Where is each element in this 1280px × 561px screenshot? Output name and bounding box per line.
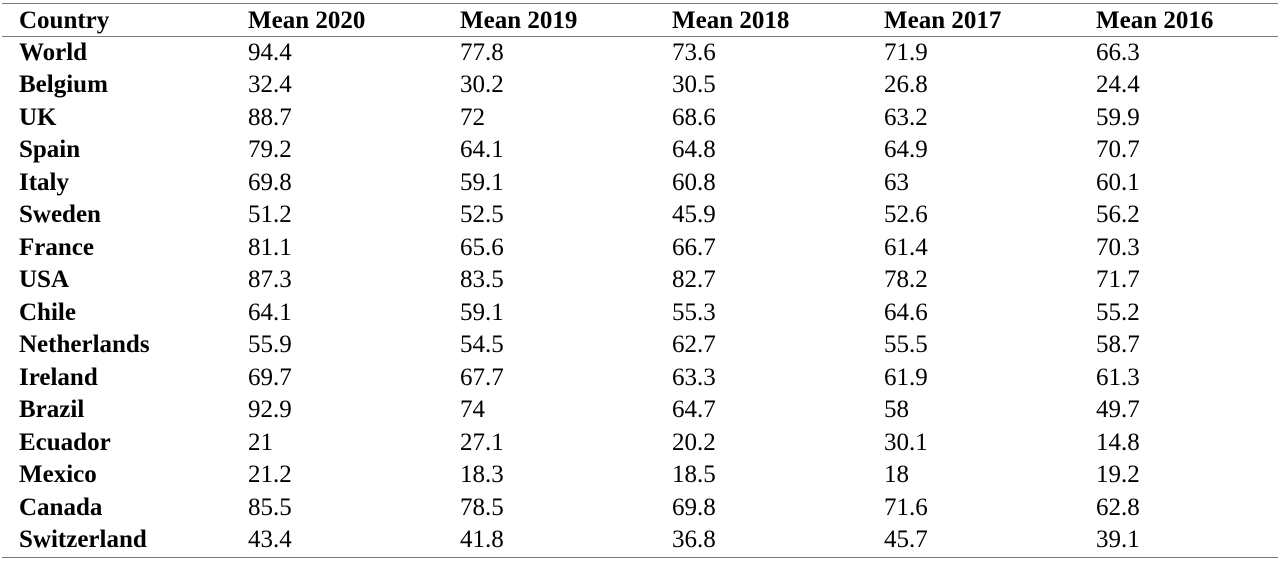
cell-country: Switzerland [19,526,147,554]
cell-mean-2016: 59.9 [1096,103,1140,131]
table-row [0,329,1280,362]
cell-mean-2019: 78.5 [460,493,504,521]
cell-mean-2018: 68.6 [672,103,716,131]
cell-mean-2018: 18.5 [672,461,716,489]
cell-country: Ecuador [19,428,111,456]
table-row [0,296,1280,329]
cell-mean-2017: 71.9 [884,38,928,66]
cell-mean-2019: 72 [460,103,485,131]
cell-mean-2016: 24.4 [1096,71,1140,99]
cell-country: Canada [19,493,103,521]
cell-mean-2018: 36.8 [672,526,716,554]
cell-mean-2017: 63 [884,168,909,196]
cell-mean-2017: 55.5 [884,331,928,359]
cell-mean-2020: 21.2 [248,461,292,489]
cell-mean-2016: 14.8 [1096,428,1140,456]
cell-mean-2020: 87.3 [248,266,292,294]
cell-country: Ireland [19,363,98,391]
table-row [0,134,1280,167]
cell-mean-2020: 43.4 [248,526,292,554]
cell-mean-2020: 32.4 [248,71,292,99]
cell-mean-2019: 52.5 [460,201,504,229]
cell-country: France [19,233,94,261]
table-row [0,166,1280,199]
cell-mean-2018: 30.5 [672,71,716,99]
cell-mean-2019: 30.2 [460,71,504,99]
cell-mean-2016: 70.7 [1096,136,1140,164]
cell-mean-2019: 64.1 [460,136,504,164]
table-bottom-rule [2,557,1278,558]
cell-country: Spain [19,136,81,164]
header-mean-2018: Mean 2018 [672,6,790,34]
cell-mean-2020: 94.4 [248,38,292,66]
cell-country: USA [19,266,70,294]
cell-mean-2017: 63.2 [884,103,928,131]
cell-mean-2018: 64.8 [672,136,716,164]
header-mean-2017: Mean 2017 [884,6,1002,34]
cell-mean-2020: 92.9 [248,396,292,424]
cell-mean-2017: 26.8 [884,71,928,99]
cell-country: Brazil [19,396,85,424]
cell-mean-2016: 56.2 [1096,201,1140,229]
cell-mean-2017: 78.2 [884,266,928,294]
cell-mean-2019: 59.1 [460,298,504,326]
cell-mean-2017: 45.7 [884,526,928,554]
header-mean-2020: Mean 2020 [248,6,366,34]
cell-mean-2018: 55.3 [672,298,716,326]
cell-mean-2018: 69.8 [672,493,716,521]
cell-mean-2016: 66.3 [1096,38,1140,66]
cell-mean-2018: 63.3 [672,363,716,391]
table-row [0,491,1280,524]
cell-country: World [19,38,88,66]
table-row [0,524,1280,557]
table-body [0,36,1280,556]
cell-country: UK [19,103,57,131]
cell-mean-2018: 62.7 [672,331,716,359]
table-row [0,459,1280,492]
data-table [0,4,1280,556]
cell-mean-2017: 30.1 [884,428,928,456]
cell-mean-2020: 69.7 [248,363,292,391]
cell-mean-2017: 64.9 [884,136,928,164]
cell-mean-2019: 83.5 [460,266,504,294]
cell-mean-2020: 88.7 [248,103,292,131]
cell-mean-2020: 69.8 [248,168,292,196]
table-row [0,101,1280,134]
cell-mean-2016: 58.7 [1096,331,1140,359]
table-header [0,4,1280,36]
cell-mean-2018: 82.7 [672,266,716,294]
cell-mean-2016: 70.3 [1096,233,1140,261]
cell-mean-2017: 61.9 [884,363,928,391]
cell-mean-2019: 54.5 [460,331,504,359]
cell-country: Mexico [19,461,97,489]
cell-mean-2016: 62.8 [1096,493,1140,521]
cell-mean-2016: 71.7 [1096,266,1140,294]
table-row [0,361,1280,394]
table-row [0,69,1280,102]
cell-mean-2017: 58 [884,396,909,424]
cell-mean-2020: 21 [248,428,273,456]
cell-mean-2020: 51.2 [248,201,292,229]
cell-mean-2019: 67.7 [460,363,504,391]
cell-country: Italy [19,168,69,196]
cell-mean-2016: 39.1 [1096,526,1140,554]
cell-mean-2016: 49.7 [1096,396,1140,424]
cell-mean-2019: 74 [460,396,485,424]
cell-mean-2020: 64.1 [248,298,292,326]
table-row [0,36,1280,69]
header-mean-2016: Mean 2016 [1096,6,1214,34]
header-country: Country [19,6,110,34]
cell-mean-2020: 85.5 [248,493,292,521]
cell-mean-2019: 65.6 [460,233,504,261]
cell-mean-2019: 27.1 [460,428,504,456]
header-row [0,4,1280,36]
table-row [0,264,1280,297]
cell-mean-2016: 60.1 [1096,168,1140,196]
cell-mean-2020: 81.1 [248,233,292,261]
cell-mean-2018: 60.8 [672,168,716,196]
cell-mean-2020: 79.2 [248,136,292,164]
cell-mean-2016: 19.2 [1096,461,1140,489]
table-row [0,394,1280,427]
cell-mean-2018: 66.7 [672,233,716,261]
cell-mean-2018: 73.6 [672,38,716,66]
table-row [0,426,1280,459]
cell-mean-2019: 59.1 [460,168,504,196]
cell-mean-2017: 52.6 [884,201,928,229]
table-row [0,199,1280,232]
cell-mean-2017: 64.6 [884,298,928,326]
cell-mean-2018: 20.2 [672,428,716,456]
cell-mean-2019: 41.8 [460,526,504,554]
cell-country: Netherlands [19,331,150,359]
cell-country: Belgium [19,71,108,99]
table-row [0,231,1280,264]
cell-country: Chile [19,298,76,326]
cell-mean-2017: 71.6 [884,493,928,521]
cell-country: Sweden [19,201,101,229]
cell-mean-2019: 18.3 [460,461,504,489]
cell-mean-2017: 61.4 [884,233,928,261]
cell-mean-2018: 64.7 [672,396,716,424]
cell-mean-2016: 55.2 [1096,298,1140,326]
cell-mean-2018: 45.9 [672,201,716,229]
header-mean-2019: Mean 2019 [460,6,578,34]
cell-mean-2019: 77.8 [460,38,504,66]
cell-mean-2017: 18 [884,461,909,489]
cell-mean-2016: 61.3 [1096,363,1140,391]
cell-mean-2020: 55.9 [248,331,292,359]
